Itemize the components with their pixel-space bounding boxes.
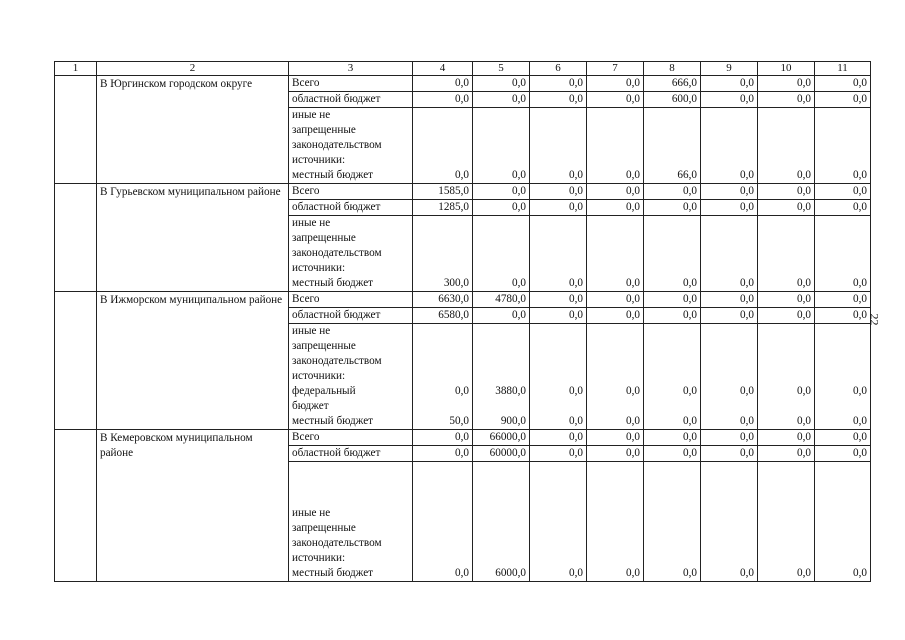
value-cell: 0,0 — [413, 76, 473, 92]
funding-source-label: законодательством — [292, 537, 382, 549]
value-cell: 0,0 — [530, 92, 587, 108]
value-cell: 0,0 — [758, 292, 815, 308]
value: 0,0 — [569, 415, 583, 427]
value-cell: 0,0 — [758, 216, 815, 292]
label-stack — [292, 462, 409, 581]
value-cell: 0,0 — [815, 216, 871, 292]
value-cell: 0,0 — [815, 446, 871, 462]
header-cell: 8 — [644, 62, 701, 76]
value: 0,0 — [455, 385, 469, 397]
value-cell: 0,0 — [644, 462, 701, 582]
value-cell: 6000,0 — [473, 462, 530, 582]
header-cell: 10 — [758, 62, 815, 76]
value-cell — [758, 324, 815, 430]
row-number-cell — [55, 292, 97, 430]
value-stack — [533, 324, 583, 429]
funding-source-label: законодательством — [292, 355, 382, 367]
value-cell: 0,0 — [530, 108, 587, 184]
value-cell — [530, 324, 587, 430]
funding-source-cell: Всего — [289, 184, 413, 200]
value-gap — [533, 399, 583, 414]
header-cell: 2 — [97, 62, 289, 76]
value-stack — [761, 324, 811, 429]
value-cell: 0,0 — [644, 216, 701, 292]
header-cell: 5 — [473, 62, 530, 76]
value-gap — [704, 399, 754, 414]
value-cell: 0,0 — [758, 76, 815, 92]
value-cell: 0,0 — [701, 92, 758, 108]
value: 0,0 — [626, 415, 640, 427]
value-cell: 0,0 — [644, 200, 701, 216]
value-cell: 0,0 — [473, 76, 530, 92]
funding-source-label: законодательством — [292, 247, 382, 259]
value-cell: 300,0 — [413, 216, 473, 292]
value-cell: 0,0 — [587, 108, 644, 184]
value: 0,0 — [569, 385, 583, 397]
value-cell: 0,0 — [758, 108, 815, 184]
value-cell: 0,0 — [758, 200, 815, 216]
value: 0,0 — [853, 415, 867, 427]
value-cell: 0,0 — [758, 184, 815, 200]
value-cell: 0,0 — [701, 200, 758, 216]
funding-source-cell: областной бюджет — [289, 200, 413, 216]
header-cell: 3 — [289, 62, 413, 76]
label-stack — [292, 324, 409, 429]
value-cell: 0,0 — [758, 462, 815, 582]
value-cell: 666,0 — [644, 76, 701, 92]
value-cell — [473, 324, 530, 430]
funding-source-label: запрещенные — [292, 232, 356, 244]
funding-source-cell: Всего — [289, 430, 413, 446]
value: 0,0 — [683, 385, 697, 397]
header-cell: 7 — [587, 62, 644, 76]
label-stack — [292, 108, 409, 183]
header-cell: 1 — [55, 62, 97, 76]
value-cell — [644, 324, 701, 430]
value-cell: 0,0 — [815, 430, 871, 446]
value-cell: 0,0 — [473, 216, 530, 292]
header-cell: 11 — [815, 62, 871, 76]
value-cell: 0,0 — [701, 430, 758, 446]
value: 50,0 — [449, 415, 469, 427]
value-cell: 4780,0 — [473, 292, 530, 308]
table-row — [55, 430, 871, 446]
value-cell: 0,0 — [530, 200, 587, 216]
value-cell: 0,0 — [530, 216, 587, 292]
header-cell: 9 — [701, 62, 758, 76]
value-cell — [413, 324, 473, 430]
value: 0,0 — [740, 415, 754, 427]
value-cell: 0,0 — [587, 430, 644, 446]
value-cell: 0,0 — [530, 308, 587, 324]
value-cell: 0,0 — [473, 200, 530, 216]
value-cell: 0,0 — [701, 76, 758, 92]
value-cell — [587, 324, 644, 430]
funding-source-label: местный бюджет — [292, 567, 374, 579]
funding-source-cell: областной бюджет — [289, 92, 413, 108]
funding-source-label: запрещенные — [292, 124, 356, 136]
funding-source-cell: Всего — [289, 292, 413, 308]
value-cell: 0,0 — [815, 108, 871, 184]
value-cell: 0,0 — [587, 462, 644, 582]
funding-source-cell: областной бюджет — [289, 308, 413, 324]
value-cell: 0,0 — [815, 76, 871, 92]
value-cell: 0,0 — [587, 216, 644, 292]
funding-source-label: законодательством — [292, 139, 382, 151]
value-cell: 0,0 — [413, 108, 473, 184]
funding-source-label: местный бюджет — [292, 169, 374, 181]
value-cell: 0,0 — [413, 430, 473, 446]
row-number-cell — [55, 430, 97, 582]
value-cell: 0,0 — [701, 108, 758, 184]
funding-source-label: запрещенные — [292, 340, 356, 352]
value-gap — [761, 399, 811, 414]
value-cell: 0,0 — [815, 292, 871, 308]
value-cell — [701, 324, 758, 430]
funding-source-label: иные не — [292, 217, 331, 229]
value-cell: 0,0 — [644, 184, 701, 200]
value-cell: 0,0 — [530, 462, 587, 582]
value-cell: 0,0 — [701, 462, 758, 582]
value-cell: 0,0 — [758, 308, 815, 324]
label-stack — [292, 216, 409, 291]
value-cell: 0,0 — [413, 92, 473, 108]
value-cell: 0,0 — [758, 92, 815, 108]
value-cell: 0,0 — [530, 292, 587, 308]
value: 0,0 — [797, 415, 811, 427]
value-cell: 0,0 — [587, 308, 644, 324]
value-cell: 0,0 — [587, 92, 644, 108]
district-name-cell: В Гурьевском муниципальном районе — [97, 184, 289, 292]
funding-source-label: федеральный — [292, 385, 356, 397]
value-cell: 0,0 — [473, 308, 530, 324]
value-cell: 0,0 — [815, 462, 871, 582]
value-cell: 0,0 — [701, 184, 758, 200]
value-cell: 0,0 — [644, 430, 701, 446]
value-gap — [818, 399, 867, 414]
value-cell: 0,0 — [587, 292, 644, 308]
value-cell — [815, 324, 871, 430]
value-stack — [590, 324, 640, 429]
district-name-cell: В Ижморском муниципальном районе — [97, 292, 289, 430]
value-cell: 0,0 — [758, 430, 815, 446]
value: 0,0 — [797, 385, 811, 397]
funding-source-cell — [289, 216, 413, 292]
row-number-cell — [55, 184, 97, 292]
value-gap — [476, 399, 526, 414]
value-cell: 1285,0 — [413, 200, 473, 216]
value: 0,0 — [683, 415, 697, 427]
value-cell: 0,0 — [530, 76, 587, 92]
value: 3880,0 — [495, 385, 526, 397]
budget-table-body — [55, 62, 871, 582]
value-cell: 0,0 — [815, 308, 871, 324]
value-cell: 6630,0 — [413, 292, 473, 308]
value-cell: 0,0 — [815, 200, 871, 216]
funding-source-label: местный бюджет — [292, 277, 374, 289]
value-cell: 60000,0 — [473, 446, 530, 462]
value-cell: 0,0 — [530, 430, 587, 446]
funding-source-label: иные не — [292, 109, 331, 121]
row-number-cell — [55, 76, 97, 184]
value-cell: 0,0 — [473, 92, 530, 108]
page-number: 22 — [867, 313, 882, 326]
value-cell: 0,0 — [701, 292, 758, 308]
value-cell: 0,0 — [530, 184, 587, 200]
district-name-cell: В Кемеровском муниципальном районе — [97, 430, 289, 582]
funding-source-label: источники: — [292, 154, 346, 166]
value-gap — [647, 399, 697, 414]
budget-table — [54, 61, 871, 582]
value-stack — [416, 324, 469, 429]
column-number-header — [55, 62, 871, 76]
value-cell: 66000,0 — [473, 430, 530, 446]
funding-source-cell — [289, 324, 413, 430]
value: 0,0 — [740, 385, 754, 397]
funding-source-label: источники: — [292, 262, 346, 274]
value-cell: 0,0 — [473, 184, 530, 200]
value-cell: 0,0 — [413, 462, 473, 582]
value-cell: 0,0 — [530, 446, 587, 462]
value-cell: 0,0 — [644, 446, 701, 462]
funding-source-label: иные не — [292, 325, 331, 337]
value-stack — [704, 324, 754, 429]
value-cell: 600,0 — [644, 92, 701, 108]
value-cell: 66,0 — [644, 108, 701, 184]
funding-source-cell — [289, 462, 413, 582]
funding-source-label: источники: — [292, 370, 346, 382]
funding-source-cell — [289, 108, 413, 184]
value-cell: 0,0 — [701, 446, 758, 462]
table-row — [55, 184, 871, 200]
value-cell: 0,0 — [413, 446, 473, 462]
funding-source-label: бюджет — [292, 400, 329, 412]
district-name-cell: В Юргинском городском округе — [97, 76, 289, 184]
funding-source-label: иные не — [292, 507, 331, 519]
funding-source-label: запрещенные — [292, 522, 356, 534]
table-row — [55, 292, 871, 308]
value-cell: 0,0 — [758, 446, 815, 462]
value-cell: 0,0 — [644, 292, 701, 308]
value-cell: 1585,0 — [413, 184, 473, 200]
funding-source-label: источники: — [292, 552, 346, 564]
value-cell: 0,0 — [587, 76, 644, 92]
value-cell: 6580,0 — [413, 308, 473, 324]
value-cell: 0,0 — [587, 200, 644, 216]
value: 0,0 — [626, 385, 640, 397]
value-cell: 0,0 — [587, 446, 644, 462]
funding-source-cell: областной бюджет — [289, 446, 413, 462]
header-cell: 4 — [413, 62, 473, 76]
header-cell: 6 — [530, 62, 587, 76]
value-cell: 0,0 — [644, 308, 701, 324]
funding-source-label: местный бюджет — [292, 415, 374, 427]
value: 0,0 — [853, 385, 867, 397]
value-cell: 0,0 — [473, 108, 530, 184]
funding-source-cell: Всего — [289, 76, 413, 92]
value-stack — [476, 324, 526, 429]
value-cell: 0,0 — [701, 308, 758, 324]
value-cell: 0,0 — [815, 184, 871, 200]
value-stack — [818, 324, 867, 429]
value-cell: 0,0 — [701, 216, 758, 292]
value-stack — [647, 324, 697, 429]
value-gap — [416, 399, 469, 414]
value-cell: 0,0 — [587, 184, 644, 200]
table-row — [55, 76, 871, 92]
value: 900,0 — [500, 415, 526, 427]
value-cell: 0,0 — [815, 92, 871, 108]
value-gap — [590, 399, 640, 414]
